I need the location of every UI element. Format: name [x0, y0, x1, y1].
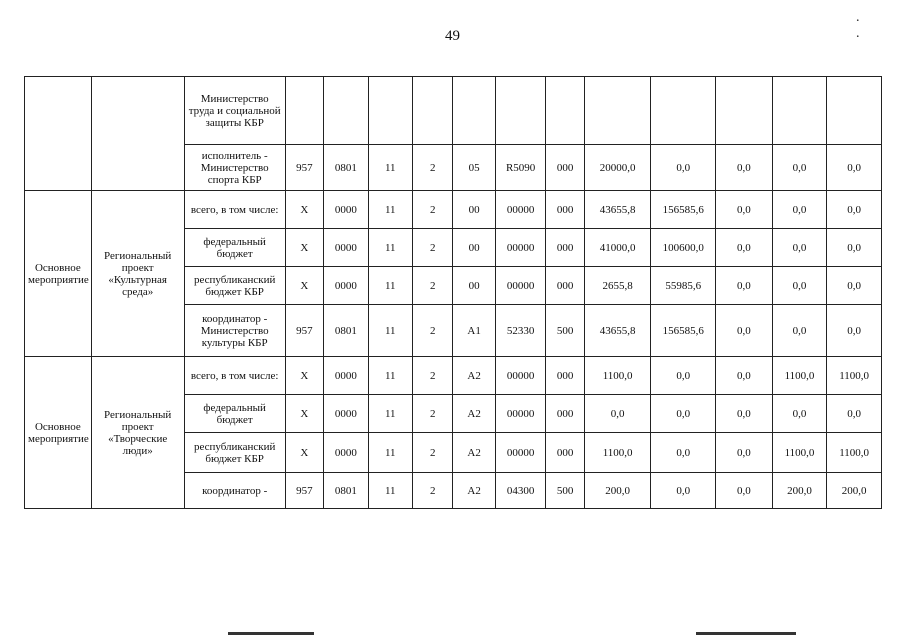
- budget-code-cell: R5090: [495, 145, 546, 191]
- footer-mark-left: [228, 632, 314, 635]
- budget-code-cell: 2: [413, 357, 453, 395]
- corner-mark: . .: [856, 10, 878, 41]
- footer-mark-right: [696, 632, 796, 635]
- budget-code-cell: 2: [413, 145, 453, 191]
- budget-code-cell: 0000: [324, 191, 368, 229]
- budget-code-cell: 0000: [324, 395, 368, 433]
- amount-cell: 1100,0: [827, 357, 882, 395]
- budget-code-cell: [453, 77, 495, 145]
- budget-code-cell: [546, 77, 584, 145]
- budget-code-cell: 04300: [495, 473, 546, 509]
- project-name: Региональный проект «Культурная среда»: [91, 191, 184, 357]
- budget-code-cell: А2: [453, 395, 495, 433]
- budget-code-cell: [495, 77, 546, 145]
- amount-cell: [827, 77, 882, 145]
- budget-code-cell: Х: [285, 229, 323, 267]
- amount-cell: 0,0: [651, 145, 716, 191]
- amount-cell: 0,0: [716, 145, 773, 191]
- amount-cell: 0,0: [716, 433, 773, 473]
- budget-code-cell: Х: [285, 433, 323, 473]
- budget-code-cell: 11: [368, 433, 412, 473]
- budget-code-cell: Х: [285, 395, 323, 433]
- budget-code-cell: 00000: [495, 433, 546, 473]
- budget-code-cell: 0801: [324, 305, 368, 357]
- budget-code-cell: 00: [453, 191, 495, 229]
- budget-code-cell: 11: [368, 473, 412, 509]
- budget-code-cell: 11: [368, 229, 412, 267]
- budget-code-cell: [368, 77, 412, 145]
- recipient-cell: всего, в том числе:: [184, 191, 285, 229]
- budget-code-cell: 2: [413, 305, 453, 357]
- budget-code-cell: 05: [453, 145, 495, 191]
- budget-code-cell: А1: [453, 305, 495, 357]
- budget-code-cell: 000: [546, 357, 584, 395]
- budget-code-cell: 500: [546, 305, 584, 357]
- budget-code-cell: 00: [453, 267, 495, 305]
- activity-status: Основное мероприятие: [25, 191, 92, 357]
- budget-code-cell: 0801: [324, 145, 368, 191]
- budget-code-cell: 0801: [324, 473, 368, 509]
- budget-code-cell: 11: [368, 145, 412, 191]
- amount-cell: [584, 77, 651, 145]
- project-name: Региональный проект «Творческие люди»: [91, 357, 184, 509]
- budget-code-cell: [324, 77, 368, 145]
- amount-cell: 0,0: [772, 267, 827, 305]
- budget-code-cell: 00000: [495, 191, 546, 229]
- amount-cell: 0,0: [772, 305, 827, 357]
- budget-code-cell: 2: [413, 267, 453, 305]
- amount-cell: 1100,0: [827, 433, 882, 473]
- table-row: [25, 191, 882, 229]
- budget-code-cell: 00000: [495, 267, 546, 305]
- amount-cell: 156585,6: [651, 305, 716, 357]
- budget-code-cell: 11: [368, 395, 412, 433]
- amount-cell: 0,0: [584, 395, 651, 433]
- amount-cell: 0,0: [772, 229, 827, 267]
- table-row: [25, 77, 882, 145]
- amount-cell: 200,0: [827, 473, 882, 509]
- recipient-cell: исполнитель - Министерство спорта КБР: [184, 145, 285, 191]
- page-number: 49: [445, 28, 460, 44]
- budget-code-cell: Х: [285, 191, 323, 229]
- budget-code-cell: 957: [285, 473, 323, 509]
- amount-cell: 0,0: [716, 229, 773, 267]
- amount-cell: 1100,0: [772, 357, 827, 395]
- amount-cell: 43655,8: [584, 191, 651, 229]
- budget-code-cell: 000: [546, 395, 584, 433]
- budget-code-cell: 11: [368, 191, 412, 229]
- amount-cell: 41000,0: [584, 229, 651, 267]
- recipient-cell: республиканский бюджет КБР: [184, 433, 285, 473]
- amount-cell: 200,0: [772, 473, 827, 509]
- amount-cell: 100600,0: [651, 229, 716, 267]
- amount-cell: 55985,6: [651, 267, 716, 305]
- amount-cell: 0,0: [772, 191, 827, 229]
- amount-cell: 0,0: [827, 395, 882, 433]
- amount-cell: 0,0: [827, 229, 882, 267]
- recipient-cell: федеральный бюджет: [184, 395, 285, 433]
- amount-cell: 2655,8: [584, 267, 651, 305]
- amount-cell: 1100,0: [772, 433, 827, 473]
- recipient-cell: координатор -: [184, 473, 285, 509]
- budget-code-cell: 2: [413, 229, 453, 267]
- amount-cell: [651, 77, 716, 145]
- table-row: [25, 357, 882, 395]
- budget-code-cell: А2: [453, 357, 495, 395]
- amount-cell: 0,0: [651, 357, 716, 395]
- budget-code-cell: 00: [453, 229, 495, 267]
- amount-cell: 0,0: [716, 473, 773, 509]
- amount-cell: 1100,0: [584, 433, 651, 473]
- budget-code-cell: 11: [368, 357, 412, 395]
- project-name: [91, 77, 184, 191]
- budget-code-cell: 0000: [324, 357, 368, 395]
- amount-cell: 0,0: [827, 145, 882, 191]
- activity-status: Основное мероприятие: [25, 357, 92, 509]
- recipient-cell: всего, в том числе:: [184, 357, 285, 395]
- budget-code-cell: 0000: [324, 433, 368, 473]
- amount-cell: 0,0: [716, 267, 773, 305]
- budget-code-cell: [413, 77, 453, 145]
- budget-code-cell: 957: [285, 145, 323, 191]
- budget-code-cell: Х: [285, 357, 323, 395]
- amount-cell: 43655,8: [584, 305, 651, 357]
- amount-cell: 0,0: [716, 395, 773, 433]
- amount-cell: 20000,0: [584, 145, 651, 191]
- budget-code-cell: 000: [546, 267, 584, 305]
- budget-code-cell: 0000: [324, 229, 368, 267]
- recipient-cell: координатор - Министерство культуры КБР: [184, 305, 285, 357]
- budget-code-cell: 00000: [495, 357, 546, 395]
- activity-status: [25, 77, 92, 191]
- amount-cell: 0,0: [651, 395, 716, 433]
- recipient-cell: федеральный бюджет: [184, 229, 285, 267]
- amount-cell: 0,0: [827, 305, 882, 357]
- amount-cell: 0,0: [772, 395, 827, 433]
- budget-code-cell: 000: [546, 433, 584, 473]
- budget-code-cell: 11: [368, 267, 412, 305]
- budget-code-cell: [285, 77, 323, 145]
- budget-code-cell: 2: [413, 191, 453, 229]
- amount-cell: 0,0: [716, 191, 773, 229]
- budget-code-cell: 0000: [324, 267, 368, 305]
- budget-code-cell: 52330: [495, 305, 546, 357]
- budget-code-cell: 500: [546, 473, 584, 509]
- budget-code-cell: 000: [546, 191, 584, 229]
- amount-cell: 156585,6: [651, 191, 716, 229]
- budget-table: [24, 76, 882, 509]
- amount-cell: 0,0: [827, 267, 882, 305]
- budget-code-cell: 2: [413, 473, 453, 509]
- amount-cell: [716, 77, 773, 145]
- recipient-cell: республиканский бюджет КБР: [184, 267, 285, 305]
- amount-cell: 1100,0: [584, 357, 651, 395]
- amount-cell: 0,0: [827, 191, 882, 229]
- amount-cell: 200,0: [584, 473, 651, 509]
- budget-code-cell: 000: [546, 229, 584, 267]
- recipient-cell: Министерство труда и социальной защиты КБР: [184, 77, 285, 145]
- budget-code-cell: 000: [546, 145, 584, 191]
- budget-code-cell: А2: [453, 473, 495, 509]
- budget-code-cell: Х: [285, 267, 323, 305]
- amount-cell: [772, 77, 827, 145]
- budget-code-cell: 11: [368, 305, 412, 357]
- amount-cell: 0,0: [716, 357, 773, 395]
- budget-code-cell: 00000: [495, 229, 546, 267]
- budget-code-cell: 00000: [495, 395, 546, 433]
- amount-cell: 0,0: [651, 433, 716, 473]
- amount-cell: 0,0: [651, 473, 716, 509]
- budget-code-cell: 2: [413, 395, 453, 433]
- amount-cell: 0,0: [772, 145, 827, 191]
- amount-cell: 0,0: [716, 305, 773, 357]
- budget-code-cell: А2: [453, 433, 495, 473]
- budget-code-cell: 957: [285, 305, 323, 357]
- budget-code-cell: 2: [413, 433, 453, 473]
